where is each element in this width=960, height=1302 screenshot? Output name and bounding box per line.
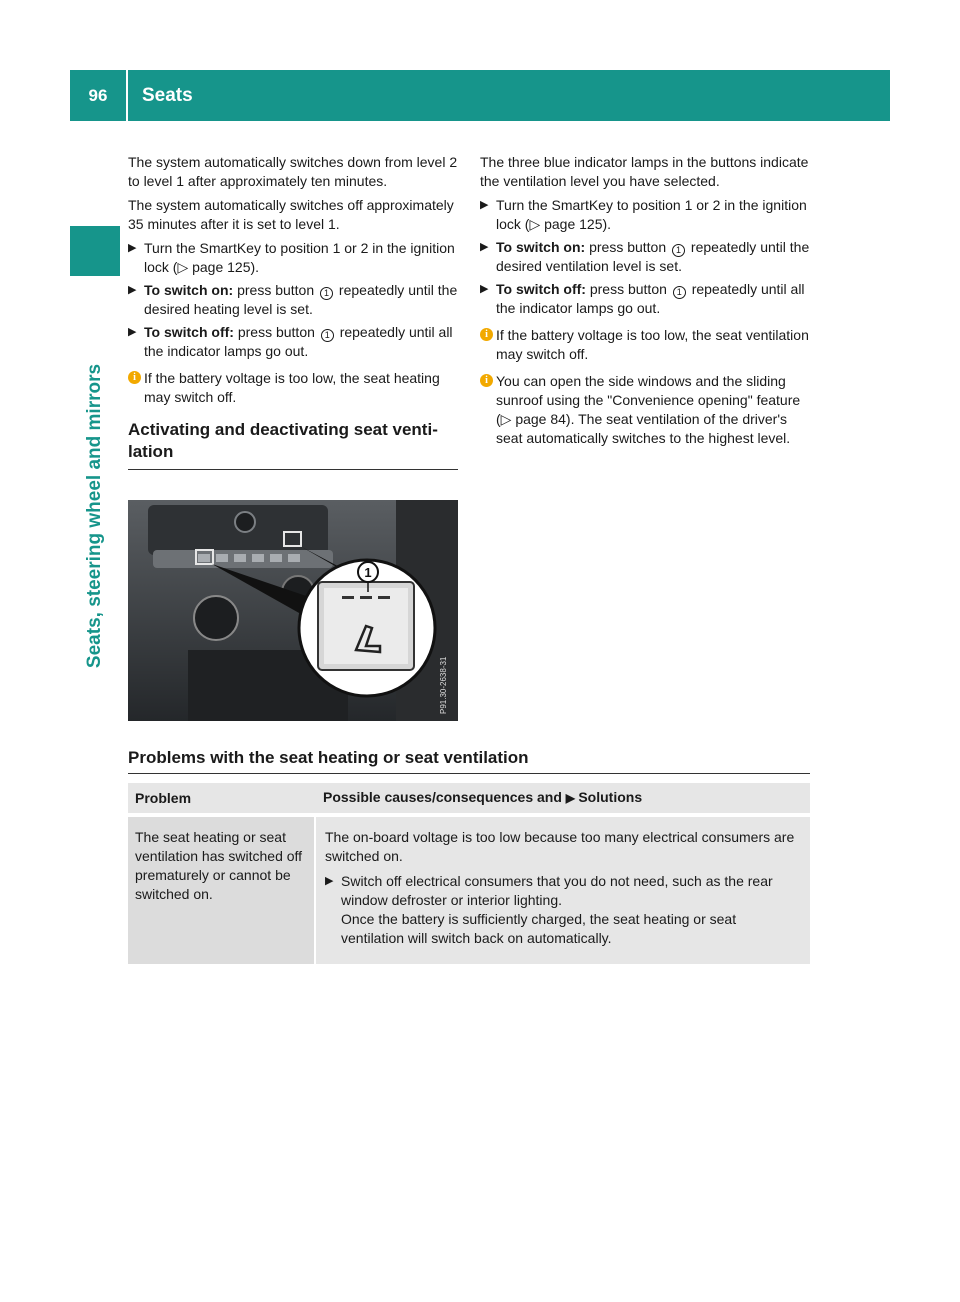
step-text: press button <box>589 281 667 297</box>
figure-callout-number: 1 <box>364 565 372 580</box>
step-label: To switch on: <box>144 282 234 298</box>
chapter-tab-marker <box>70 226 120 276</box>
step-text: repeatedly until all the indicator lamps go out. <box>144 324 453 359</box>
info-icon: i <box>480 328 493 341</box>
section-title: Seats <box>142 84 193 106</box>
instruction-step <box>128 239 458 277</box>
step-text: Switch off electrical consumers that you do not need, such as the rear window defroster or interior lighting. <box>341 873 773 908</box>
instruction-step <box>128 281 458 319</box>
column-header-solutions <box>314 788 642 808</box>
paragraph: The system automatically switches down from level 2 to level 1 after approximately ten minutes. <box>128 154 458 189</box>
header-divider <box>126 70 128 121</box>
problem-cell: The seat heating or seat ventilation has switched off prematurely or cannot be switched on. <box>128 817 314 964</box>
step-arrow-icon: ▶ <box>325 875 334 887</box>
right-column <box>480 153 812 454</box>
instruction-step <box>325 872 801 948</box>
instruction-step <box>480 196 812 234</box>
section-heading: Activating and deactivating seat ventilation <box>128 419 458 470</box>
problems-heading: Problems with the seat heating or seat ventilation <box>128 747 810 774</box>
step-label: To switch off: <box>496 281 586 297</box>
column-header-text: Solutions <box>578 789 643 805</box>
step-text: press button <box>589 239 667 255</box>
step-label: To switch on: <box>496 239 586 255</box>
table-row <box>128 817 810 964</box>
step-text: press button <box>237 324 315 340</box>
instruction-step <box>480 238 812 276</box>
instruction-step <box>480 280 812 318</box>
step-arrow-icon: ▶ <box>128 284 137 296</box>
step-arrow-icon: ▶ <box>128 326 137 338</box>
step-arrow-icon: ▶ <box>480 283 489 295</box>
button-callout-icon: 1 <box>321 329 334 342</box>
figure-code: P91.30-2638-31 <box>439 656 448 714</box>
step-text: repeatedly until the desired ventilation level is set. <box>496 239 810 274</box>
step-text: press button <box>237 282 315 298</box>
info-icon: i <box>128 371 141 384</box>
step-label: To switch off: <box>144 324 234 340</box>
cause-text: The on-board voltage is too low because too many electrical consumers are switched on. <box>325 829 795 864</box>
note-text: If the battery voltage is too low, the seat heating may switch off. <box>144 370 440 405</box>
header-bar <box>70 70 890 121</box>
step-arrow-icon: ▶ <box>128 242 137 254</box>
button-callout-icon: 1 <box>673 286 686 299</box>
instruction-step <box>128 323 458 361</box>
left-column <box>128 153 458 470</box>
info-note <box>128 369 458 407</box>
problems-table <box>128 783 810 964</box>
paragraph: The system automatically switches off approximately 35 minutes after it is set to level 1. <box>128 197 454 232</box>
button-callout-icon: 1 <box>672 244 685 257</box>
solution-cell <box>314 817 810 964</box>
button-callout-icon: 1 <box>320 287 333 300</box>
step-followup-text: Once the battery is sufficiently charged, the seat heating or seat ventilation will switch back on automatically. <box>341 911 737 946</box>
paragraph: The three blue indicator lamps in the buttons indicate the ventilation level you have selected. <box>480 154 809 189</box>
info-note <box>480 372 812 448</box>
column-header-text: Possible causes/consequences and <box>323 789 562 805</box>
chapter-side-label <box>70 286 120 746</box>
page-number: 96 <box>88 85 108 105</box>
column-header-problem: Problem <box>135 789 192 806</box>
table-header-row <box>128 783 810 813</box>
step-arrow-icon: ▶ <box>480 241 489 253</box>
info-icon: i <box>480 374 493 387</box>
note-text: If the battery voltage is too low, the seat ventilation may switch off. <box>496 327 809 362</box>
console-illustration <box>128 500 458 721</box>
step-text: repeatedly until the desired heating level is set. <box>144 282 458 317</box>
step-text: Turn the SmartKey to position 1 or 2 in the ignition lock (▷ page 125). <box>144 240 455 275</box>
note-text: You can open the side windows and the sliding sunroof using the "Convenience opening" feature (▷ page 84). The seat ventilation of the driver's seat automatically switches to the highest level. <box>496 373 801 446</box>
info-note <box>480 326 812 364</box>
step-text: Turn the SmartKey to position 1 or 2 in the ignition lock (▷ page 125). <box>496 197 807 232</box>
chapter-side-label-text: Seats, steering wheel and mirrors <box>84 363 105 669</box>
console-photo <box>128 500 458 721</box>
play-arrow-icon: ▶ <box>565 791 579 805</box>
step-text: repeatedly until all the indicator lamps go out. <box>496 281 805 316</box>
step-arrow-icon: ▶ <box>480 199 489 211</box>
